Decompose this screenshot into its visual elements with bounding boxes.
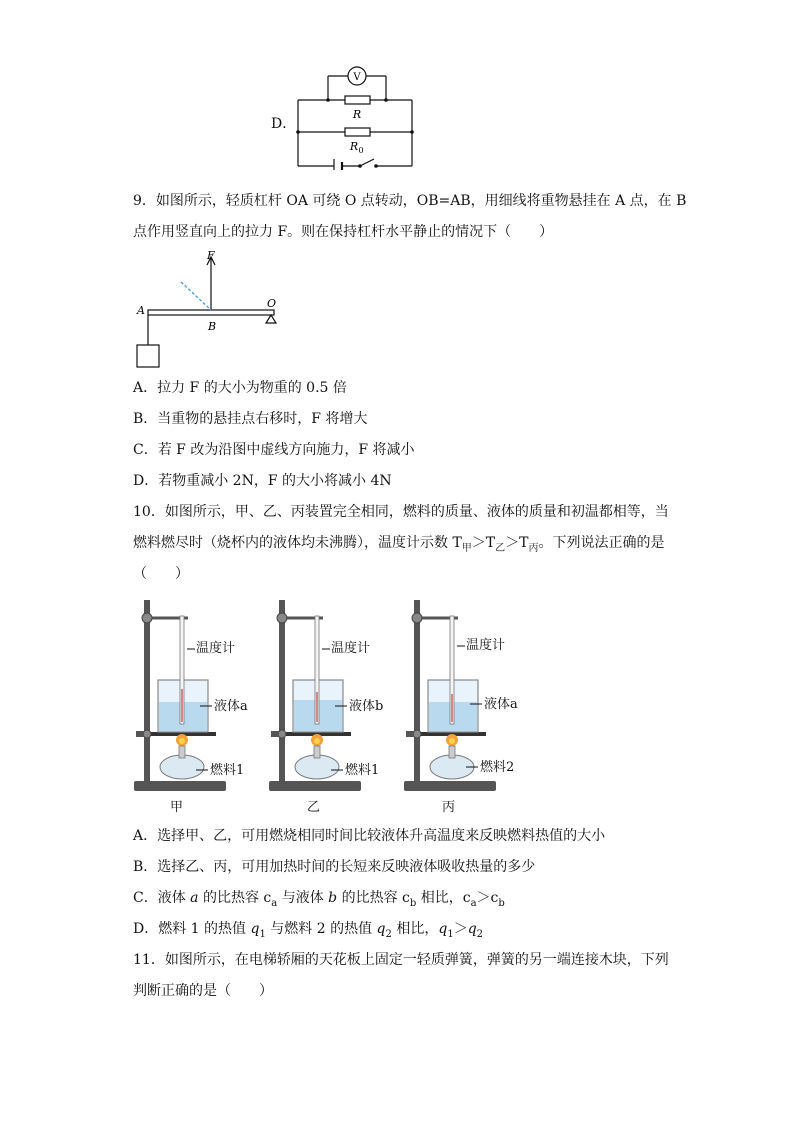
label-liquid: 液体a [214, 699, 248, 714]
q9-stem-line1: 9．如图所示，轻质杠杆 OA 可绕 O 点转动，OB=AB，用细线将重物悬挂在 A 点，在 B [133, 193, 687, 209]
label-thermometer: 温度计 [196, 641, 236, 656]
q10-option-d[interactable]: D．燃料 1 的热值 $q_1$ 与燃料 2 的热值 $q_2$ 相比，$q_1>q_2$ [133, 921, 484, 940]
label-liquid: 液体b [349, 699, 384, 714]
fig-label-a: A [137, 304, 145, 317]
apparatus-yi [265, 594, 405, 828]
label-liquid: 液体a [484, 697, 518, 712]
label-r0-sub: 0 [358, 146, 364, 155]
q11-stem-line1: 11．如图所示，在电梯轿厢的天花板上固定一轻质弹簧，弹簧的另一端连接木块，下列 [133, 952, 669, 968]
caption: 乙 [307, 800, 321, 815]
q10-option-c[interactable]: C．液体 a 的比热容 $c_a$ 与液体 b 的比热容 $c_b$ 相比，$c_a>c_b$ [133, 890, 505, 909]
battery-icon [334, 159, 342, 170]
caption: 丙 [442, 800, 456, 815]
q10-stem-line2: 燃料燃尽时（烧杯内的液体均未沸腾），温度计示数 $T_甲>T_乙>T_丙$。下列说法正确的是 [133, 535, 665, 554]
q10-stem-line3: （ ） [133, 566, 189, 582]
label-r: R [352, 108, 362, 121]
svg-text:V: V [353, 72, 361, 83]
label-fuel: 燃料1 [210, 763, 245, 778]
q10-option-a[interactable]: A．选择甲、乙，可用燃烧相同时间比较液体升高温度来反映燃料热值的大小 [133, 828, 606, 844]
q8-option-d-label: D． [271, 116, 297, 132]
apparatus-jia [130, 594, 270, 828]
fig-label-o: O [267, 297, 277, 310]
apparatus-bing [400, 594, 540, 828]
resistor-r [345, 96, 370, 104]
label-thermometer: 温度计 [331, 641, 371, 656]
q10-stem-line1: 10．如图所示，甲、乙、丙装置完全相同，燃料的质量、液体的质量和初温都相等，当 [133, 504, 669, 520]
label-thermometer: 温度计 [466, 638, 506, 653]
q9-option-c[interactable]: C．若 F 改为沿图中虚线方向施力，F 将减小 [133, 442, 415, 458]
voltmeter-icon [348, 67, 366, 85]
label-r0: R [349, 140, 359, 153]
q9-option-b[interactable]: B．当重物的悬挂点右移时，F 将增大 [133, 411, 368, 427]
label-fuel: 燃料2 [480, 760, 515, 775]
q9-option-a[interactable]: A．拉力 F 的大小为物重的 0.5 倍 [133, 380, 347, 396]
q9-stem-line2: 点作用竖直向上的拉力 F。则在保持杠杆水平静止的情况下（ ） [133, 224, 554, 240]
label-fuel: 燃料1 [345, 763, 380, 778]
fig-label-b: B [208, 320, 217, 333]
stand-rod [144, 600, 150, 783]
fig-label-f: F [207, 249, 215, 262]
q11-stem-line2: 判断正确的是（ ） [133, 983, 273, 999]
q10-option-b[interactable]: B．选择乙、丙，可用加热时间的长短来反映液体吸收热量的多少 [133, 859, 536, 875]
q9-option-d[interactable]: D．若物重减小 2N，F 的大小将减小 4N [133, 473, 392, 489]
caption: 甲 [170, 800, 184, 815]
circuit-diagram-d [290, 62, 420, 170]
dashed-force-direction [181, 282, 211, 310]
lever-diagram [133, 248, 293, 373]
resistor-r0 [345, 128, 370, 136]
